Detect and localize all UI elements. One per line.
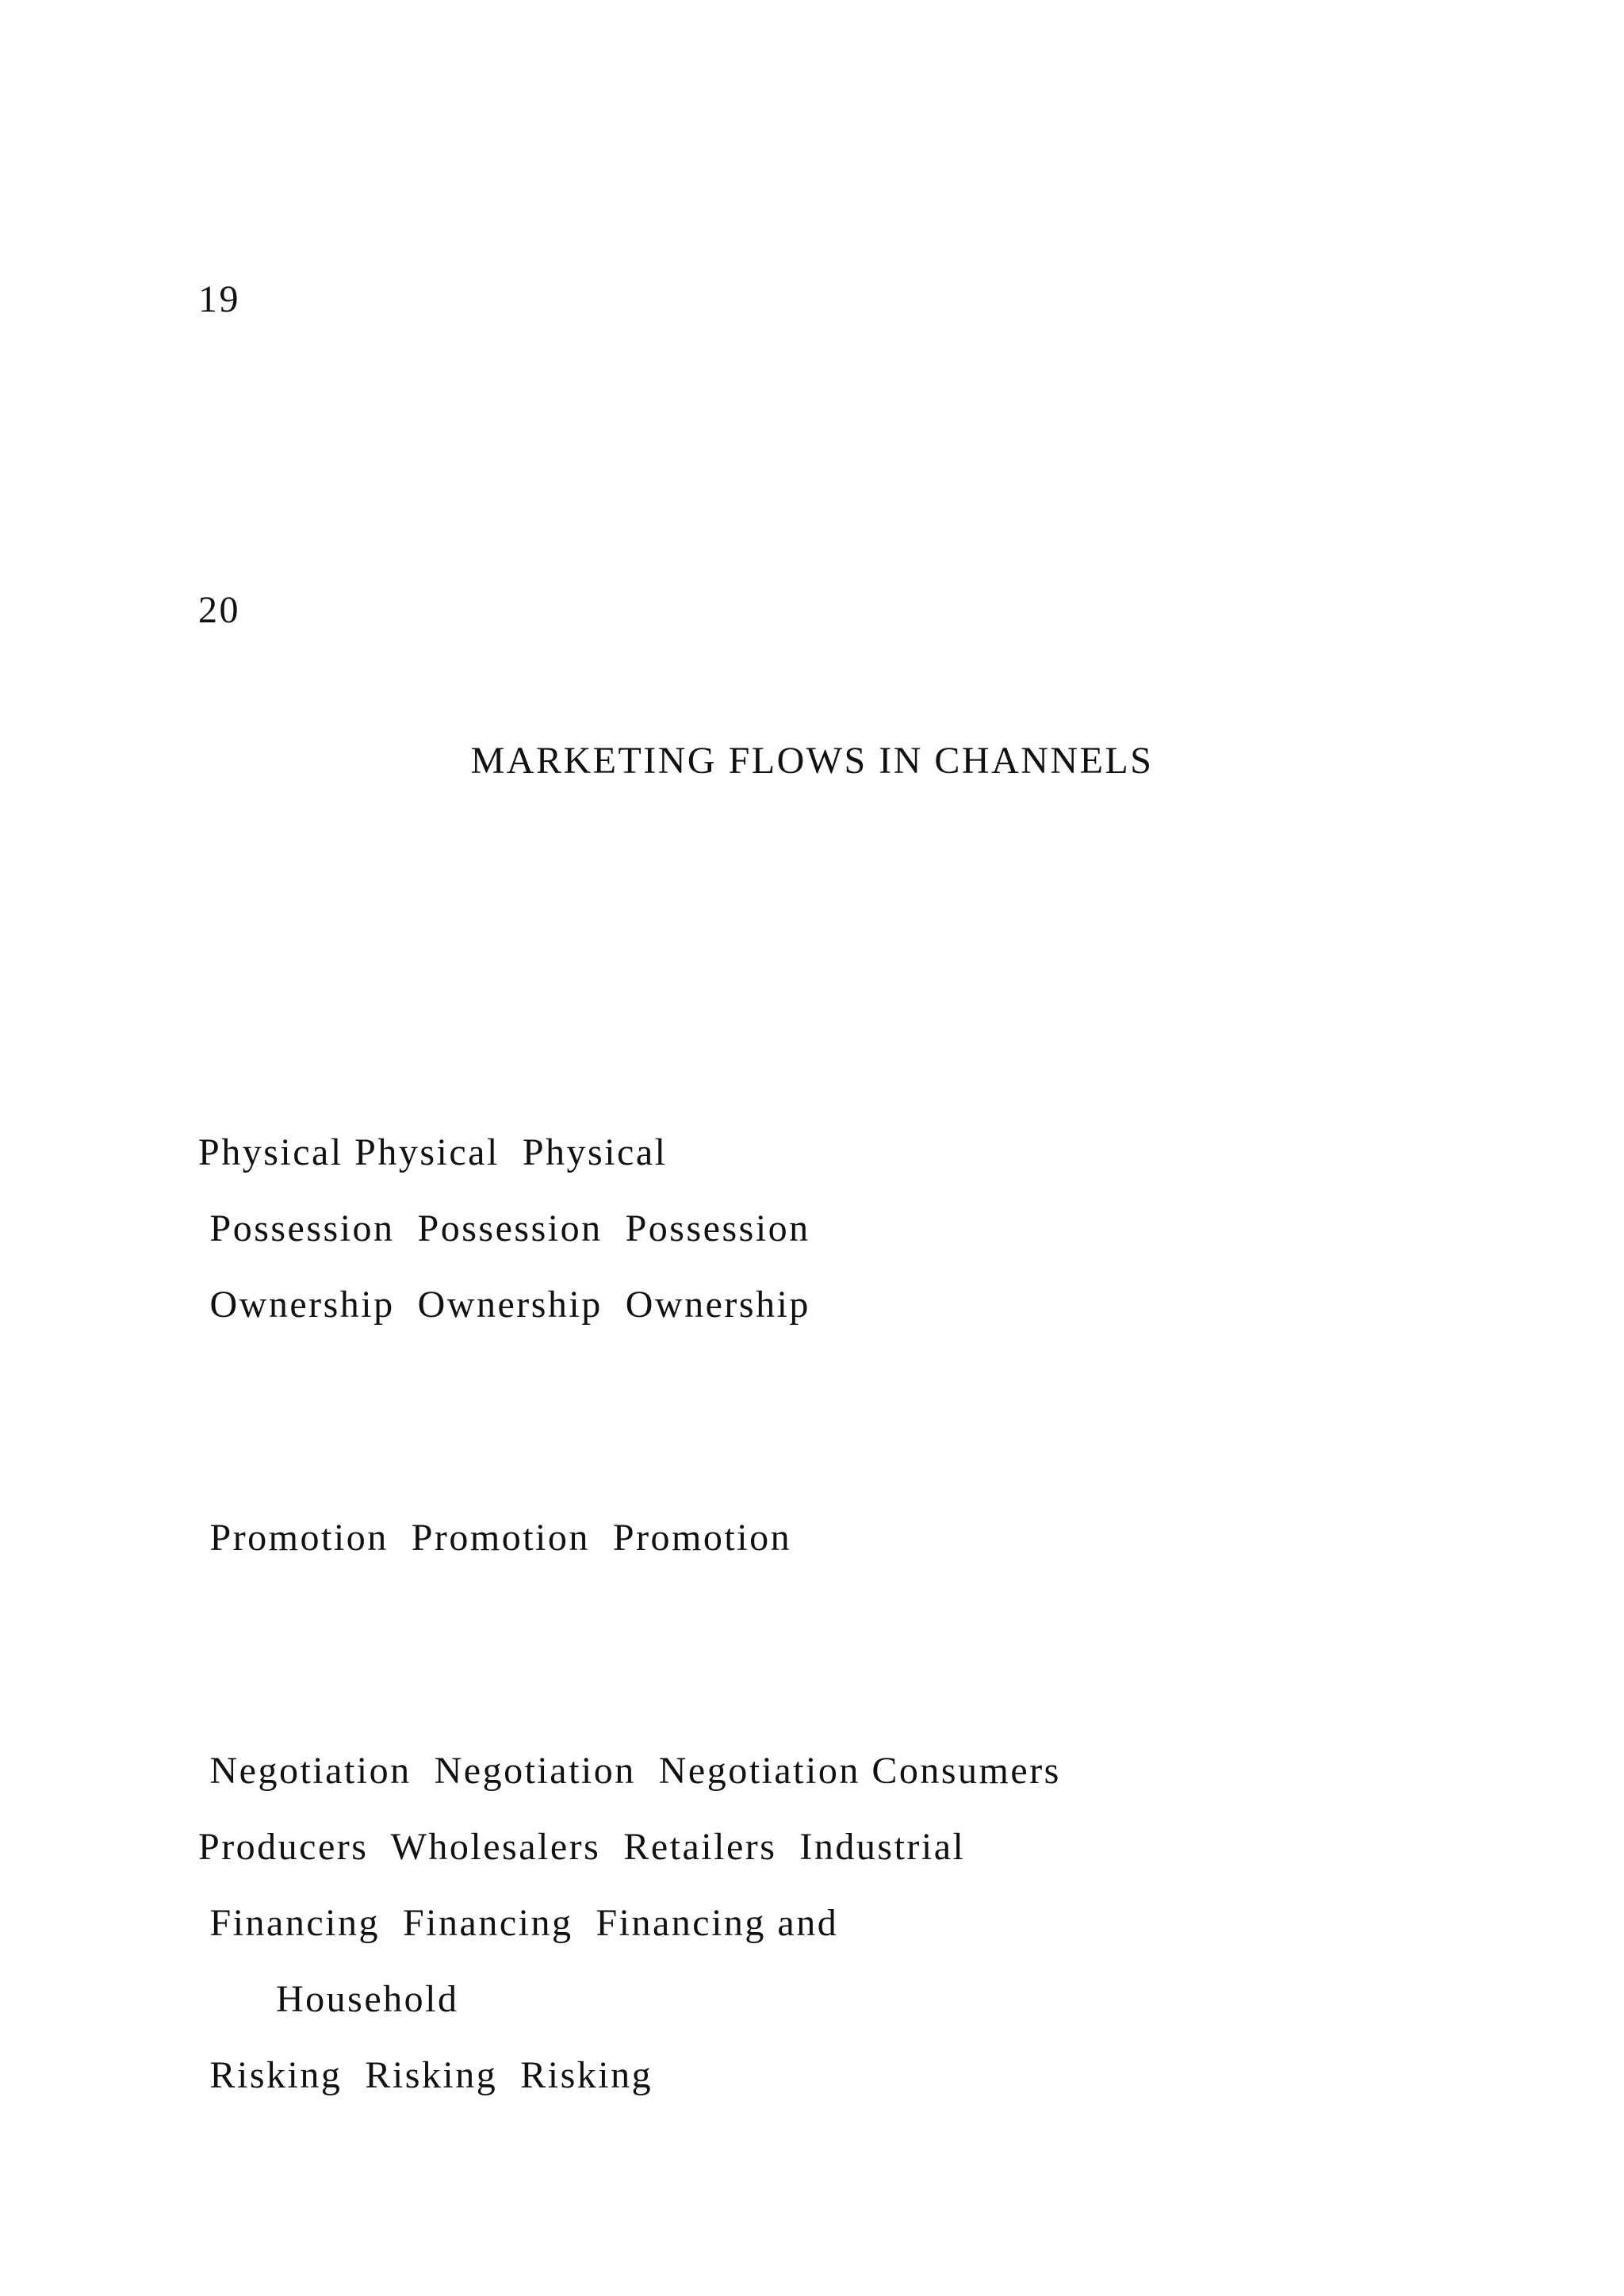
page-number-20: 20 bbox=[198, 589, 240, 631]
flow-line-negotiation: Negotiation Negotiation Negotiation Consumers bbox=[198, 1750, 1061, 1792]
flow-line-financing: Financing Financing Financing and bbox=[198, 1902, 839, 1944]
flow-line-participants: Producers Wholesalers Retailers Industrial bbox=[198, 1826, 966, 1868]
page-number-19: 19 bbox=[198, 278, 240, 320]
flow-line-household: Household bbox=[276, 1978, 459, 2020]
flow-line-possession: Possession Possession Possession bbox=[198, 1207, 810, 1249]
flow-line-ownership: Ownership Ownership Ownership bbox=[198, 1284, 810, 1326]
page-title: MARKETING FLOWS IN CHANNELS bbox=[470, 740, 1154, 782]
flow-line-physical: Physical Physical Physical bbox=[198, 1131, 668, 1173]
flow-line-risking: Risking Risking Risking bbox=[198, 2054, 653, 2096]
flow-line-promotion: Promotion Promotion Promotion bbox=[198, 1517, 792, 1559]
